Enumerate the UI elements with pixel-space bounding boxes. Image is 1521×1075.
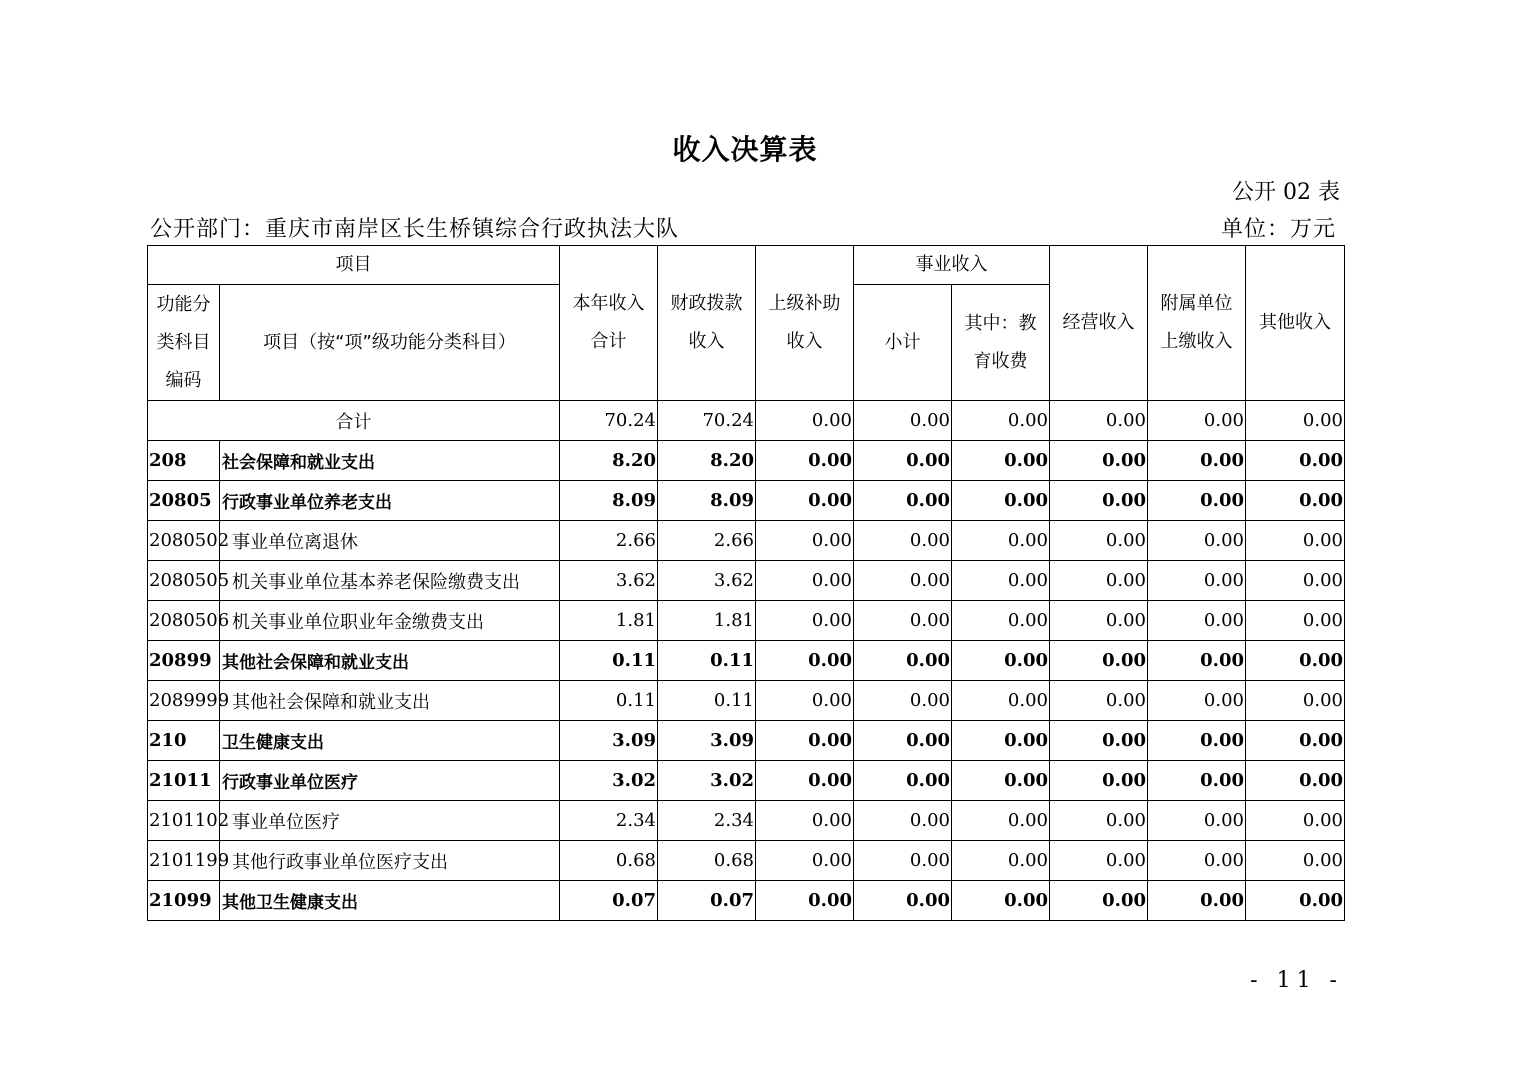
row-code: 21011	[148, 761, 220, 801]
row-value-cell: 0.00	[854, 441, 952, 481]
row-value-cell: 0.00	[1246, 681, 1345, 721]
row-value-cell: 0.00	[1148, 481, 1246, 521]
row-value-cell: 0.00	[952, 481, 1050, 521]
row-name: 其他卫生健康支出	[220, 881, 560, 921]
row-value-cell: 0.00	[1148, 761, 1246, 801]
row-value-cell: 0.00	[756, 521, 854, 561]
row-value-cell: 0.07	[658, 881, 756, 921]
row-value-cell: 0.00	[1050, 561, 1148, 601]
row-value-cell: 0.00	[1246, 481, 1345, 521]
row-value-cell: 0.00	[952, 441, 1050, 481]
row-name: 机关事业单位职业年金缴费支出	[220, 601, 560, 641]
row-name: 机关事业单位基本养老保险缴费支出	[220, 561, 560, 601]
row-value-cell: 0.00	[756, 641, 854, 681]
row-value-cell: 0.00	[854, 721, 952, 761]
table-row	[148, 481, 1345, 521]
table-row	[148, 721, 1345, 761]
row-value-cell: 0.00	[1246, 561, 1345, 601]
row-value-cell: 0.11	[658, 681, 756, 721]
row-value-cell: 0.00	[1148, 561, 1246, 601]
header-superior: 上级补助收入	[756, 246, 854, 401]
row-value-cell: 8.09	[560, 481, 658, 521]
row-value-cell: 0.00	[756, 721, 854, 761]
row-code: 2080502	[148, 521, 220, 561]
row-value-cell: 0.00	[1148, 841, 1246, 881]
row-value-cell: 0.00	[952, 561, 1050, 601]
header-total-income: 本年收入合计	[560, 246, 658, 401]
unit-label: 单位：万元	[1220, 217, 1336, 242]
row-value-cell: 3.09	[560, 721, 658, 761]
row-value-cell: 0.00	[952, 641, 1050, 681]
row-code: 2101102	[148, 801, 220, 841]
table-row	[148, 441, 1345, 481]
row-value-cell: 0.00	[952, 801, 1050, 841]
department-label: 公开部门：重庆市南岸区长生桥镇综合行政执法大队	[150, 217, 680, 242]
row-value-cell: 0.00	[756, 601, 854, 641]
row-value-cell: 0.00	[952, 841, 1050, 881]
total-cell: 0.00	[952, 401, 1050, 441]
header-code: 功能分类科目编码	[148, 285, 220, 401]
table-row	[148, 681, 1345, 721]
row-value-cell: 0.00	[1050, 601, 1148, 641]
total-cell: 70.24	[658, 401, 756, 441]
row-value-cell: 0.00	[952, 761, 1050, 801]
row-value-cell: 0.00	[756, 481, 854, 521]
row-code: 208	[148, 441, 220, 481]
header-subtotal: 小计	[854, 285, 952, 401]
row-value-cell: 0.00	[1050, 841, 1148, 881]
header-project-name: 项目（按“项”级功能分类科目）	[220, 285, 560, 401]
row-value-cell: 0.07	[560, 881, 658, 921]
row-value-cell: 0.00	[756, 801, 854, 841]
row-value-cell: 0.00	[1050, 681, 1148, 721]
row-value-cell: 0.00	[952, 681, 1050, 721]
total-cell: 0.00	[854, 401, 952, 441]
row-value-cell: 0.00	[1148, 801, 1246, 841]
table-row	[148, 601, 1345, 641]
row-value-cell: 2.66	[658, 521, 756, 561]
row-value-cell: 3.09	[658, 721, 756, 761]
row-value-cell: 0.11	[560, 681, 658, 721]
row-value-cell: 8.09	[658, 481, 756, 521]
row-value-cell: 0.00	[1148, 721, 1246, 761]
row-code: 2080505	[148, 561, 220, 601]
form-number: 公开 02 表	[1232, 180, 1340, 205]
row-value-cell: 0.00	[1246, 801, 1345, 841]
row-value-cell: 0.00	[756, 761, 854, 801]
total-cell: 0.00	[756, 401, 854, 441]
row-value-cell: 0.00	[952, 521, 1050, 561]
page-title: 收入决算表	[672, 133, 818, 166]
row-value-cell: 0.00	[756, 441, 854, 481]
row-value-cell: 0.00	[756, 681, 854, 721]
row-name: 卫生健康支出	[220, 721, 560, 761]
row-value-cell: 0.00	[854, 481, 952, 521]
row-value-cell: 0.00	[1050, 801, 1148, 841]
row-code: 20899	[148, 641, 220, 681]
row-value-cell: 0.00	[1246, 601, 1345, 641]
income-table	[147, 245, 1345, 921]
row-value-cell: 0.00	[1246, 641, 1345, 681]
header-project: 项目	[148, 246, 560, 285]
row-value-cell: 0.00	[854, 841, 952, 881]
row-value-cell: 3.62	[658, 561, 756, 601]
row-name: 社会保障和就业支出	[220, 441, 560, 481]
row-name: 行政事业单位养老支出	[220, 481, 560, 521]
row-value-cell: 0.00	[1148, 521, 1246, 561]
row-value-cell: 0.00	[1050, 521, 1148, 561]
table-row	[148, 521, 1345, 561]
total-label: 合计	[148, 401, 560, 441]
row-value-cell: 0.11	[560, 641, 658, 681]
row-value-cell: 0.00	[1050, 721, 1148, 761]
row-value-cell: 0.00	[1148, 441, 1246, 481]
row-value-cell: 0.00	[854, 801, 952, 841]
header-business: 事业收入	[854, 246, 1050, 285]
table-row	[148, 801, 1345, 841]
row-value-cell: 8.20	[658, 441, 756, 481]
row-value-cell: 0.00	[952, 601, 1050, 641]
table-row	[148, 561, 1345, 601]
row-value-cell: 0.00	[854, 561, 952, 601]
row-value-cell: 0.00	[1246, 441, 1345, 481]
row-value-cell: 0.00	[1246, 881, 1345, 921]
header-fiscal: 财政拨款收入	[658, 246, 756, 401]
row-name: 行政事业单位医疗	[220, 761, 560, 801]
total-cell: 70.24	[560, 401, 658, 441]
row-code: 2101199	[148, 841, 220, 881]
table-row	[148, 881, 1345, 921]
row-value-cell: 0.00	[854, 681, 952, 721]
row-value-cell: 3.02	[658, 761, 756, 801]
table-row	[148, 841, 1345, 881]
row-name: 事业单位离退休	[220, 521, 560, 561]
row-value-cell: 0.00	[1246, 841, 1345, 881]
row-value-cell: 3.62	[560, 561, 658, 601]
row-name: 事业单位医疗	[220, 801, 560, 841]
row-value-cell: 2.34	[658, 801, 756, 841]
row-value-cell: 1.81	[560, 601, 658, 641]
row-value-cell: 0.00	[1148, 681, 1246, 721]
row-value-cell: 0.00	[1050, 881, 1148, 921]
row-value-cell: 1.81	[658, 601, 756, 641]
row-code: 21099	[148, 881, 220, 921]
row-code: 2080506	[148, 601, 220, 641]
row-value-cell: 0.00	[854, 521, 952, 561]
row-value-cell: 0.00	[756, 841, 854, 881]
table-row	[148, 761, 1345, 801]
row-code: 210	[148, 721, 220, 761]
row-value-cell: 3.02	[560, 761, 658, 801]
row-value-cell: 0.00	[1050, 481, 1148, 521]
row-name: 其他行政事业单位医疗支出	[220, 841, 560, 881]
row-value-cell: 0.00	[1050, 641, 1148, 681]
row-value-cell: 0.00	[854, 881, 952, 921]
row-value-cell: 0.11	[658, 641, 756, 681]
row-value-cell: 0.00	[1148, 641, 1246, 681]
row-value-cell: 0.00	[854, 641, 952, 681]
header-other: 其他收入	[1246, 246, 1345, 401]
row-value-cell: 0.00	[756, 881, 854, 921]
row-value-cell: 0.00	[1246, 521, 1345, 561]
total-cell: 0.00	[1246, 401, 1345, 441]
row-value-cell: 0.00	[1050, 761, 1148, 801]
row-value-cell: 0.00	[952, 881, 1050, 921]
header-affiliated: 附属单位上缴收入	[1148, 246, 1246, 401]
row-value-cell: 2.34	[560, 801, 658, 841]
total-cell: 0.00	[1050, 401, 1148, 441]
row-value-cell: 8.20	[560, 441, 658, 481]
row-value-cell: 0.00	[854, 761, 952, 801]
total-cell: 0.00	[1148, 401, 1246, 441]
row-value-cell: 2.66	[560, 521, 658, 561]
row-name: 其他社会保障和就业支出	[220, 641, 560, 681]
row-value-cell: 0.00	[1246, 761, 1345, 801]
header-operating: 经营收入	[1050, 246, 1148, 401]
row-code: 20805	[148, 481, 220, 521]
row-code: 2089999	[148, 681, 220, 721]
page-number: - 11 -	[1250, 968, 1343, 993]
row-value-cell: 0.00	[756, 561, 854, 601]
row-value-cell: 0.00	[1148, 601, 1246, 641]
header-education: 其中：教育收费	[952, 285, 1050, 401]
row-value-cell: 0.00	[1148, 881, 1246, 921]
table-row	[148, 641, 1345, 681]
row-value-cell: 0.00	[952, 721, 1050, 761]
row-value-cell: 0.68	[658, 841, 756, 881]
row-value-cell: 0.00	[1050, 441, 1148, 481]
total-row	[148, 401, 1345, 441]
row-name: 其他社会保障和就业支出	[220, 681, 560, 721]
row-value-cell: 0.68	[560, 841, 658, 881]
row-value-cell: 0.00	[854, 601, 952, 641]
row-value-cell: 0.00	[1246, 721, 1345, 761]
